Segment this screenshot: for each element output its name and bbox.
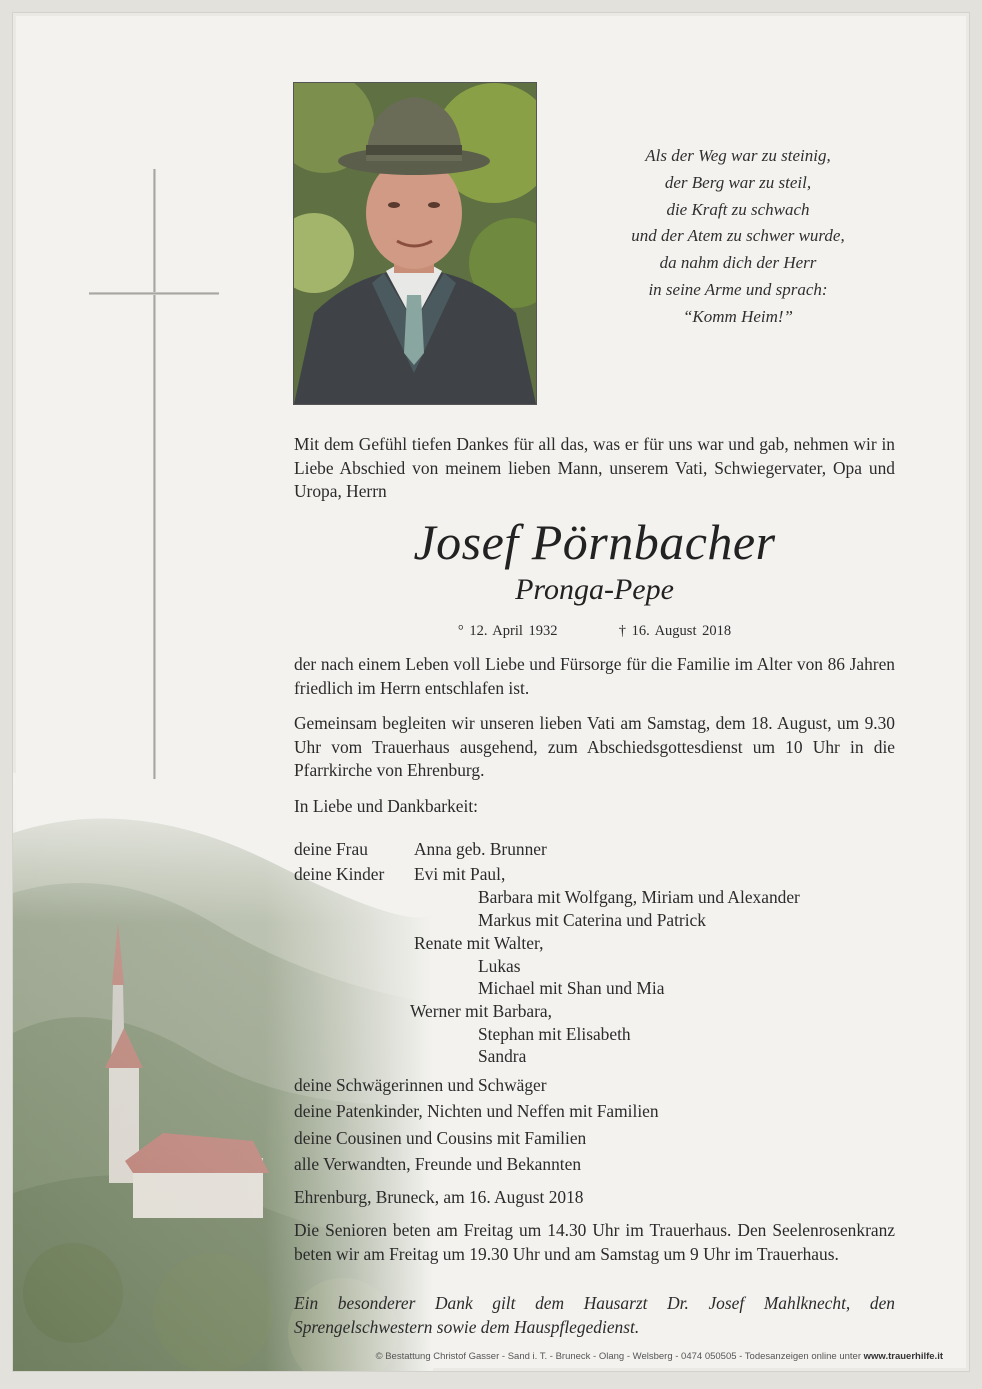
- family-member: Evi mit Paul,: [414, 864, 506, 884]
- death-symbol: †: [618, 622, 627, 639]
- family-label: deine Frau: [294, 839, 368, 859]
- family-member: Michael mit Shan und Mia: [478, 978, 665, 998]
- family-member: Sandra: [478, 1046, 527, 1066]
- funeral-text: Gemeinsam begleiten wir unseren lieben Vati am Samstag, dem 18. August, um 9.30 Uhr vom Trauerhaus ausgehend, zum Abschiedsgottesdienst um 10 Uhr in die Pfarrkirche von Ehrenburg.: [294, 713, 895, 780]
- deceased-name: Josef Pörnbacher: [413, 513, 776, 570]
- portrait-photo: [293, 82, 537, 405]
- family-member: Renate mit Walter,: [414, 933, 544, 953]
- intro-text: Mit dem Gefühl tiefen Dankes für all das, was er für uns war und gab, nehmen wir in Liebe Abschied von meinem lieben Mann, unserem Vati, Schwiegervater, Opa und Uropa, Herrn: [294, 434, 895, 501]
- footer: [13, 1351, 969, 1362]
- thanks-heading: In Liebe und Dankbarkeit:: [294, 795, 478, 816]
- deceased-nickname: Pronga-Pepe: [515, 572, 674, 606]
- family-member: Werner mit Barbara,: [410, 1001, 553, 1021]
- life-dates: [294, 620, 895, 644]
- obituary-card: [12, 12, 970, 1372]
- poem-line: die Kraft zu schwach: [666, 199, 810, 219]
- death-date: 16. August 2018: [631, 622, 732, 639]
- poem-line: in seine Arme und sprach:: [648, 279, 828, 299]
- poem: [573, 143, 903, 331]
- cross-icon: [153, 169, 156, 779]
- relatives-line: alle Verwandten, Freunde und Bekannten: [294, 1154, 582, 1174]
- poem-line: der Berg war zu steil,: [664, 172, 812, 192]
- birth-date: 12. April 1932: [469, 622, 558, 639]
- poem-line: da nahm dich der Herr: [659, 253, 817, 273]
- family-member: Stephan mit Elisabeth: [478, 1024, 631, 1044]
- family-member: Lukas: [478, 956, 521, 976]
- poem-line: und der Atem zu schwer wurde,: [631, 226, 845, 246]
- footer-website[interactable]: www.trauerhilfe.it: [863, 1351, 943, 1362]
- birth-symbol: °: [457, 622, 464, 639]
- family-label: deine Kinder: [294, 864, 385, 884]
- main-text: [294, 433, 895, 818]
- relatives-line: deine Schwägerinnen und Schwäger: [294, 1075, 547, 1095]
- family-member: Barbara mit Wolfgang, Miriam und Alexander: [478, 887, 800, 907]
- prayers-text: Die Senioren beten am Freitag um 14.30 Uhr im Trauerhaus. Den Seelenrosenkranz beten wir am Freitag um 19.30 Uhr und am Samstag um 9 Uhr im Trauerhaus.: [294, 1220, 895, 1264]
- relatives-line: deine Patenkinder, Nichten und Neffen mit Familien: [294, 1101, 659, 1121]
- relatives-line: deine Cousinen und Cousins mit Familien: [294, 1128, 587, 1148]
- life-text: der nach einem Leben voll Liebe und Fürsorge für die Familie im Alter von 86 Jahren friedlich im Herrn entschlafen ist.: [294, 654, 895, 698]
- family-member: Anna geb. Brunner: [414, 839, 547, 859]
- poem-line: “Komm Heim!”: [682, 306, 794, 326]
- poem-line: Als der Weg war zu steinig,: [645, 146, 831, 165]
- footer-text: © Bestattung Christof Gasser - Sand i. T. - Bruneck - Olang - Welsberg - 0474 050505 - Todesanzeigen online unter: [375, 1351, 864, 1362]
- family-member: Markus mit Caterina und Patrick: [478, 910, 706, 930]
- special-thanks: Ein besonderer Dank gilt dem Hausarzt Dr. Josef Mahlknecht, den Sprengelschwestern sowie dem Hauspflegedienst.: [294, 1293, 895, 1337]
- cross-icon-bar: [89, 292, 219, 295]
- place-date: Ehrenburg, Bruneck, am 16. August 2018: [294, 1187, 584, 1207]
